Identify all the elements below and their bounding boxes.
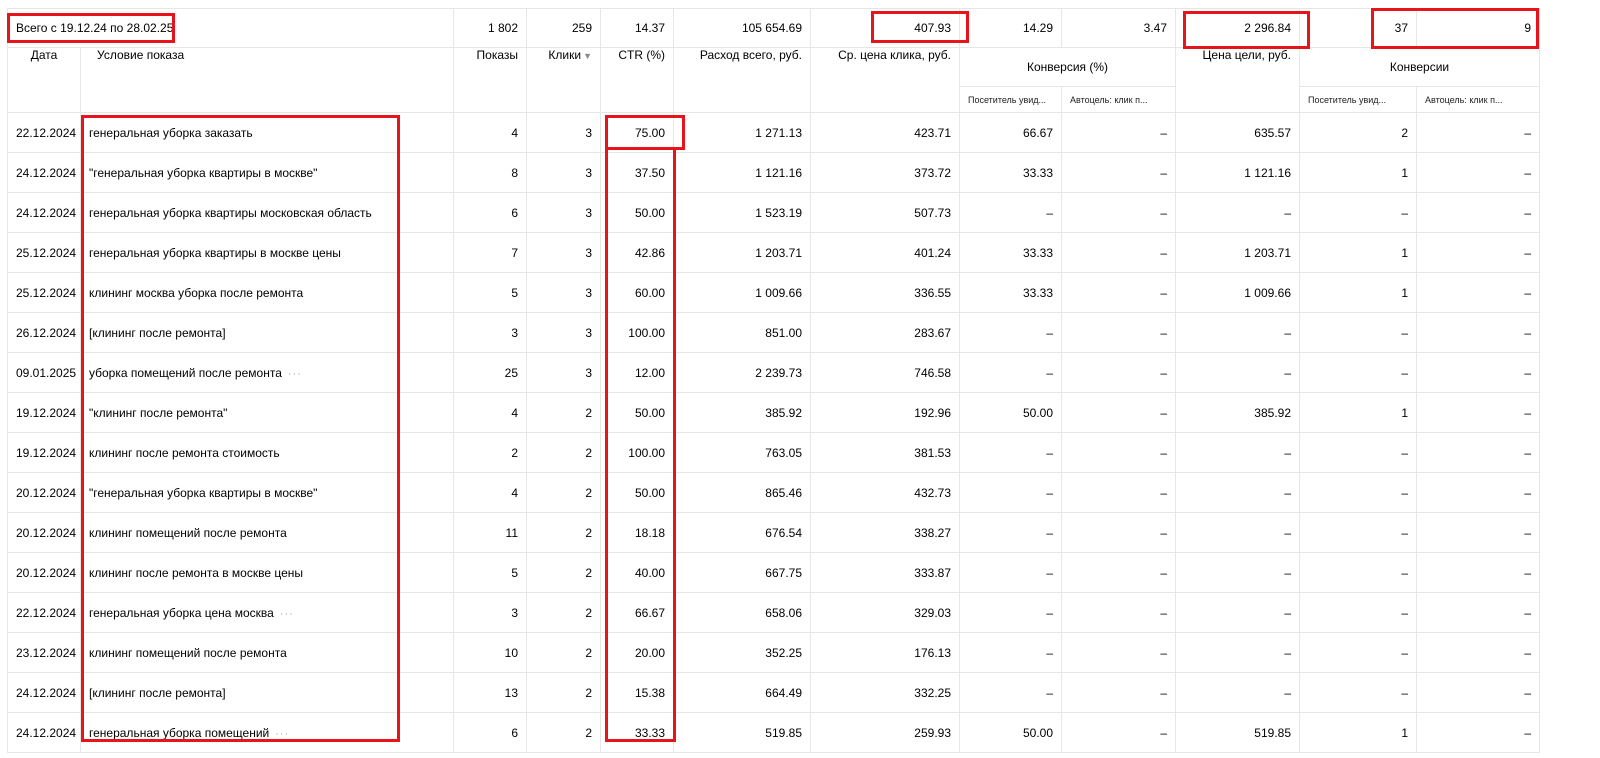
cell-conv-rate-visitor: –: [960, 433, 1062, 473]
cell-spend: 1 271.13: [674, 113, 811, 153]
table-row[interactable]: [8, 673, 1540, 713]
cell-condition[interactable]: [81, 153, 454, 193]
cell-avg-cpc: 329.03: [811, 593, 960, 633]
cell-ctr: 20.00: [601, 633, 674, 673]
cell-avg-cpc: 333.87: [811, 553, 960, 593]
cell-conversions-autogoal: –: [1417, 593, 1540, 633]
table-row[interactable]: [8, 513, 1540, 553]
cell-conv-rate-autogoal: –: [1062, 313, 1176, 353]
summary-goal-cost: 2 296.84: [1176, 9, 1300, 48]
table-row[interactable]: [8, 353, 1540, 393]
cell-avg-cpc: 332.25: [811, 673, 960, 713]
condition-text: генеральная уборка квартиры московская область: [89, 205, 372, 220]
cell-date: 23.12.2024: [8, 633, 81, 673]
cell-ctr: 33.33: [601, 713, 674, 753]
header-date[interactable]: Дата: [8, 48, 81, 113]
cell-shows: 4: [454, 113, 527, 153]
table-row[interactable]: [8, 313, 1540, 353]
cell-spend: 1 009.66: [674, 273, 811, 313]
cell-conversions-visitor: –: [1300, 633, 1417, 673]
cell-conversions-visitor: 1: [1300, 713, 1417, 753]
more-options-icon[interactable]: ···: [287, 367, 302, 380]
cell-conversions-autogoal: –: [1417, 633, 1540, 673]
cell-goal-cost: –: [1176, 433, 1300, 473]
cell-clicks: 3: [527, 113, 601, 153]
cell-clicks: 2: [527, 553, 601, 593]
cell-conversions-visitor: –: [1300, 353, 1417, 393]
table-row[interactable]: [8, 713, 1540, 753]
cell-spend: 1 523.19: [674, 193, 811, 233]
cell-conv-rate-visitor: –: [960, 553, 1062, 593]
header-row: [8, 48, 1540, 87]
cell-spend: 667.75: [674, 553, 811, 593]
table-row[interactable]: [8, 593, 1540, 633]
cell-ctr: 50.00: [601, 393, 674, 433]
cell-shows: 8: [454, 153, 527, 193]
condition-text: "клининг после ремонта": [89, 405, 228, 420]
cell-conversions-visitor: –: [1300, 313, 1417, 353]
cell-clicks: 3: [527, 193, 601, 233]
cell-shows: 6: [454, 713, 527, 753]
cell-conversions-visitor: –: [1300, 553, 1417, 593]
cell-conversions-autogoal: –: [1417, 353, 1540, 393]
summary-conversions-visitor: 37: [1300, 9, 1417, 48]
cell-goal-cost: –: [1176, 553, 1300, 593]
report-table-container: [7, 8, 1539, 753]
condition-text: уборка помещений после ремонта: [89, 365, 282, 380]
condition-text: генеральная уборка помещений: [89, 725, 270, 740]
cell-condition[interactable]: [81, 513, 454, 553]
cell-date: 24.12.2024: [8, 713, 81, 753]
cell-conv-rate-visitor: –: [960, 593, 1062, 633]
cell-conversions-visitor: 1: [1300, 273, 1417, 313]
cell-spend: 763.05: [674, 433, 811, 473]
cell-conv-rate-autogoal: –: [1062, 553, 1176, 593]
cell-conv-rate-autogoal: –: [1062, 193, 1176, 233]
cell-avg-cpc: 373.72: [811, 153, 960, 193]
cell-clicks: 3: [527, 353, 601, 393]
cell-spend: 519.85: [674, 713, 811, 753]
summary-shows: 1 802: [454, 9, 527, 48]
cell-date: 26.12.2024: [8, 313, 81, 353]
cell-condition[interactable]: [81, 313, 454, 353]
cell-goal-cost: –: [1176, 673, 1300, 713]
condition-text: [клининг после ремонта]: [89, 325, 226, 340]
cell-goal-cost: –: [1176, 593, 1300, 633]
condition-text: "генеральная уборка квартиры в москве": [89, 165, 318, 180]
cell-condition[interactable]: [81, 233, 454, 273]
cell-clicks: 3: [527, 273, 601, 313]
table-row[interactable]: [8, 273, 1540, 313]
cell-shows: 3: [454, 593, 527, 633]
cell-avg-cpc: 423.71: [811, 113, 960, 153]
cell-ctr: 37.50: [601, 153, 674, 193]
cell-avg-cpc: 283.67: [811, 313, 960, 353]
subheader-conv-rate-visitor[interactable]: Посетитель увид...: [960, 87, 1062, 113]
cell-shows: 4: [454, 393, 527, 433]
header-ctr[interactable]: CTR (%): [601, 48, 674, 113]
cell-ctr: 40.00: [601, 553, 674, 593]
cell-conv-rate-visitor: 33.33: [960, 273, 1062, 313]
cell-shows: 10: [454, 633, 527, 673]
cell-conversions-autogoal: –: [1417, 433, 1540, 473]
cell-conversions-autogoal: –: [1417, 113, 1540, 153]
cell-condition[interactable]: [81, 673, 454, 713]
cell-conversions-autogoal: –: [1417, 233, 1540, 273]
table-row[interactable]: [8, 153, 1540, 193]
cell-conversions-visitor: 1: [1300, 233, 1417, 273]
cell-ctr: 100.00: [601, 433, 674, 473]
cell-conv-rate-autogoal: –: [1062, 113, 1176, 153]
sort-descending-icon[interactable]: ▼: [583, 51, 592, 61]
cell-conv-rate-visitor: –: [960, 473, 1062, 513]
cell-conv-rate-autogoal: –: [1062, 713, 1176, 753]
cell-spend: 385.92: [674, 393, 811, 433]
table-row[interactable]: [8, 633, 1540, 673]
cell-avg-cpc: 192.96: [811, 393, 960, 433]
cell-shows: 11: [454, 513, 527, 553]
header-spend[interactable]: Расход всего, руб.: [674, 48, 811, 113]
cell-conversions-autogoal: –: [1417, 393, 1540, 433]
cell-condition[interactable]: [81, 473, 454, 513]
header-condition[interactable]: Условие показа: [81, 48, 454, 113]
cell-conv-rate-autogoal: –: [1062, 393, 1176, 433]
cell-ctr: 18.18: [601, 513, 674, 553]
cell-date: 19.12.2024: [8, 393, 81, 433]
cell-date: 24.12.2024: [8, 153, 81, 193]
cell-date: 22.12.2024: [8, 113, 81, 153]
cell-date: 25.12.2024: [8, 233, 81, 273]
table-row[interactable]: [8, 113, 1540, 153]
cell-goal-cost: –: [1176, 353, 1300, 393]
cell-condition[interactable]: [81, 193, 454, 233]
cell-avg-cpc: 401.24: [811, 233, 960, 273]
summary-label: Всего с 19.12.24 по 28.02.25: [8, 9, 454, 48]
cell-date: 20.12.2024: [8, 473, 81, 513]
cell-conv-rate-visitor: 33.33: [960, 153, 1062, 193]
cell-conv-rate-visitor: –: [960, 633, 1062, 673]
cell-conversions-visitor: –: [1300, 673, 1417, 713]
cell-shows: 2: [454, 433, 527, 473]
cell-conversions-autogoal: –: [1417, 193, 1540, 233]
header-goal-cost[interactable]: Цена цели, руб.: [1176, 48, 1300, 113]
cell-conversions-visitor: –: [1300, 473, 1417, 513]
cell-ctr: 15.38: [601, 673, 674, 713]
cell-conversions-visitor: –: [1300, 513, 1417, 553]
cell-ctr: 60.00: [601, 273, 674, 313]
header-conversions-group: Конверсии: [1300, 48, 1540, 87]
cell-clicks: 2: [527, 713, 601, 753]
cell-condition[interactable]: [81, 553, 454, 593]
cell-conversions-autogoal: –: [1417, 273, 1540, 313]
cell-shows: 7: [454, 233, 527, 273]
cell-conv-rate-visitor: 50.00: [960, 713, 1062, 753]
cell-conversions-autogoal: –: [1417, 713, 1540, 753]
cell-conv-rate-autogoal: –: [1062, 593, 1176, 633]
cell-ctr: 12.00: [601, 353, 674, 393]
cell-shows: 4: [454, 473, 527, 513]
cell-goal-cost: –: [1176, 313, 1300, 353]
cell-date: 22.12.2024: [8, 593, 81, 633]
cell-avg-cpc: 746.58: [811, 353, 960, 393]
cell-ctr: 50.00: [601, 193, 674, 233]
summary-avg-cpc: 407.93: [811, 9, 960, 48]
cell-ctr: 66.67: [601, 593, 674, 633]
cell-shows: 5: [454, 553, 527, 593]
subheader-conv-rate-autogoal[interactable]: Автоцель: клик п...: [1062, 87, 1176, 113]
cell-conv-rate-visitor: 66.67: [960, 113, 1062, 153]
cell-conversions-visitor: –: [1300, 193, 1417, 233]
more-options-icon[interactable]: ···: [279, 607, 294, 620]
cell-condition[interactable]: [81, 433, 454, 473]
cell-avg-cpc: 338.27: [811, 513, 960, 553]
summary-conv-rate-autogoal: 3.47: [1062, 9, 1176, 48]
cell-conv-rate-visitor: –: [960, 313, 1062, 353]
cell-condition[interactable]: [81, 393, 454, 433]
cell-goal-cost: –: [1176, 473, 1300, 513]
cell-shows: 6: [454, 193, 527, 233]
cell-goal-cost: 1 203.71: [1176, 233, 1300, 273]
summary-spend: 105 654.69: [674, 9, 811, 48]
cell-conv-rate-autogoal: –: [1062, 273, 1176, 313]
cell-conv-rate-autogoal: –: [1062, 513, 1176, 553]
header-conversion-rate-group: Конверсия (%): [960, 48, 1176, 87]
cell-conversions-visitor: –: [1300, 433, 1417, 473]
cell-conversions-visitor: –: [1300, 593, 1417, 633]
cell-clicks: 3: [527, 313, 601, 353]
table-row[interactable]: [8, 433, 1540, 473]
cell-date: 20.12.2024: [8, 513, 81, 553]
cell-conversions-visitor: 1: [1300, 153, 1417, 193]
cell-date: 25.12.2024: [8, 273, 81, 313]
cell-conv-rate-autogoal: –: [1062, 633, 1176, 673]
cell-conversions-autogoal: –: [1417, 673, 1540, 713]
cell-clicks: 2: [527, 433, 601, 473]
cell-conv-rate-visitor: –: [960, 673, 1062, 713]
cell-date: 09.01.2025: [8, 353, 81, 393]
cell-spend: 664.49: [674, 673, 811, 713]
cell-spend: 1 203.71: [674, 233, 811, 273]
cell-condition[interactable]: [81, 273, 454, 313]
cell-goal-cost: –: [1176, 513, 1300, 553]
cell-spend: 352.25: [674, 633, 811, 673]
table-row[interactable]: [8, 393, 1540, 433]
cell-conv-rate-visitor: –: [960, 353, 1062, 393]
cell-conv-rate-visitor: 33.33: [960, 233, 1062, 273]
cell-clicks: 2: [527, 633, 601, 673]
header-clicks-label: Клики: [548, 48, 582, 62]
condition-text: генеральная уборка квартиры в москве цены: [89, 245, 341, 260]
summary-ctr: 14.37: [601, 9, 674, 48]
condition-text: клининг помещений после ремонта: [89, 645, 287, 660]
table-body: [8, 113, 1540, 753]
cell-ctr: 100.00: [601, 313, 674, 353]
cell-goal-cost: 385.92: [1176, 393, 1300, 433]
cell-condition[interactable]: [81, 593, 454, 633]
table-row[interactable]: [8, 193, 1540, 233]
more-options-icon[interactable]: ···: [275, 727, 290, 740]
cell-clicks: 2: [527, 393, 601, 433]
cell-spend: 676.54: [674, 513, 811, 553]
cell-conversions-autogoal: –: [1417, 313, 1540, 353]
cell-date: 24.12.2024: [8, 193, 81, 233]
subheader-conversions-visitor[interactable]: Посетитель увид...: [1300, 87, 1417, 113]
cell-conversions-autogoal: –: [1417, 553, 1540, 593]
cell-spend: 658.06: [674, 593, 811, 633]
condition-text: "генеральная уборка квартиры в москве": [89, 485, 318, 500]
cell-goal-cost: –: [1176, 193, 1300, 233]
summary-row: [8, 9, 1540, 48]
table-row[interactable]: [8, 553, 1540, 593]
cell-conversions-autogoal: –: [1417, 153, 1540, 193]
cell-conv-rate-autogoal: –: [1062, 153, 1176, 193]
cell-condition[interactable]: [81, 353, 454, 393]
cell-date: 20.12.2024: [8, 553, 81, 593]
cell-conv-rate-visitor: –: [960, 193, 1062, 233]
summary-conversions-autogoal: 9: [1417, 9, 1540, 48]
condition-text: клининг помещений после ремонта: [89, 525, 287, 540]
cell-goal-cost: 1 009.66: [1176, 273, 1300, 313]
cell-shows: 13: [454, 673, 527, 713]
cell-clicks: 2: [527, 593, 601, 633]
subheader-conversions-autogoal[interactable]: Автоцель: клик п...: [1417, 87, 1540, 113]
cell-ctr: 50.00: [601, 473, 674, 513]
cell-goal-cost: –: [1176, 633, 1300, 673]
condition-text: генеральная уборка заказать: [89, 125, 253, 140]
header-shows[interactable]: Показы: [454, 48, 527, 113]
cell-spend: 1 121.16: [674, 153, 811, 193]
condition-text: клининг после ремонта в москве цены: [89, 565, 304, 580]
cell-condition[interactable]: [81, 713, 454, 753]
cell-avg-cpc: 259.93: [811, 713, 960, 753]
cell-goal-cost: 519.85: [1176, 713, 1300, 753]
cell-conv-rate-autogoal: –: [1062, 673, 1176, 713]
report-table: [7, 8, 1540, 753]
table-row[interactable]: [8, 473, 1540, 513]
cell-clicks: 2: [527, 673, 601, 713]
cell-condition[interactable]: [81, 633, 454, 673]
cell-conv-rate-autogoal: –: [1062, 353, 1176, 393]
cell-spend: 865.46: [674, 473, 811, 513]
cell-shows: 5: [454, 273, 527, 313]
cell-avg-cpc: 176.13: [811, 633, 960, 673]
cell-avg-cpc: 507.73: [811, 193, 960, 233]
cell-date: 24.12.2024: [8, 673, 81, 713]
condition-text: клининг москва уборка после ремонта: [89, 285, 304, 300]
cell-conv-rate-autogoal: –: [1062, 473, 1176, 513]
cell-ctr: 42.86: [601, 233, 674, 273]
cell-conv-rate-autogoal: –: [1062, 233, 1176, 273]
table-row[interactable]: [8, 233, 1540, 273]
cell-avg-cpc: 432.73: [811, 473, 960, 513]
cell-clicks: 2: [527, 473, 601, 513]
cell-conv-rate-visitor: –: [960, 513, 1062, 553]
cell-clicks: 3: [527, 233, 601, 273]
cell-shows: 3: [454, 313, 527, 353]
summary-clicks: 259: [527, 9, 601, 48]
cell-goal-cost: 635.57: [1176, 113, 1300, 153]
cell-conversions-autogoal: –: [1417, 513, 1540, 553]
cell-shows: 25: [454, 353, 527, 393]
cell-condition[interactable]: [81, 113, 454, 153]
cell-date: 19.12.2024: [8, 433, 81, 473]
cell-conv-rate-autogoal: –: [1062, 433, 1176, 473]
header-clicks[interactable]: [527, 48, 601, 113]
cell-avg-cpc: 336.55: [811, 273, 960, 313]
cell-spend: 851.00: [674, 313, 811, 353]
cell-conv-rate-visitor: 50.00: [960, 393, 1062, 433]
cell-ctr: 75.00: [601, 113, 674, 153]
condition-text: генеральная уборка цена москва: [89, 605, 274, 620]
cell-spend: 2 239.73: [674, 353, 811, 393]
cell-avg-cpc: 381.53: [811, 433, 960, 473]
cell-goal-cost: 1 121.16: [1176, 153, 1300, 193]
summary-conv-rate-visitor: 14.29: [960, 9, 1062, 48]
cell-clicks: 2: [527, 513, 601, 553]
cell-conversions-autogoal: –: [1417, 473, 1540, 513]
condition-text: клининг после ремонта стоимость: [89, 445, 280, 460]
cell-conversions-visitor: 1: [1300, 393, 1417, 433]
cell-clicks: 3: [527, 153, 601, 193]
condition-text: [клининг после ремонта]: [89, 685, 226, 700]
cell-conversions-visitor: 2: [1300, 113, 1417, 153]
header-avg-cpc[interactable]: Ср. цена клика, руб.: [811, 48, 960, 113]
